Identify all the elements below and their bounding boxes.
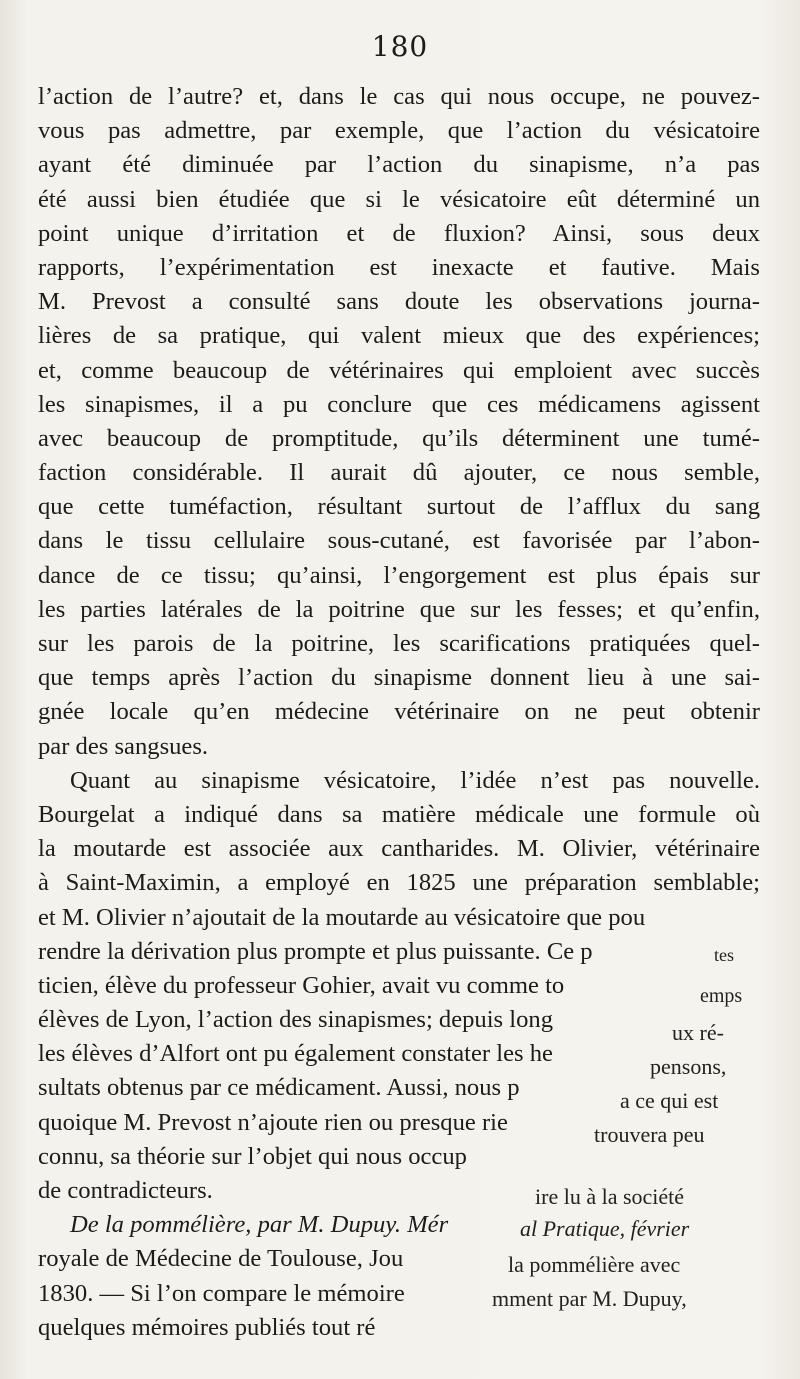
text-line: les élèves d’Alfort ont pu également constater les he — [38, 1040, 553, 1068]
text-line: que cette tuméfaction, résultant surtout de l’afflux du sang — [38, 493, 760, 521]
folded-corner-fragment: ux ré- — [672, 1020, 724, 1045]
text-line: été aussi bien étudiée que si le vésicatoire eût déterminé un — [38, 185, 760, 213]
folded-corner-fragment: emps — [700, 985, 743, 1007]
text-line: les parties latérales de la poitrine que sur les fesses; et qu’enfin, — [38, 595, 760, 623]
folded-corner-fragment: al Pratique, février — [520, 1216, 690, 1241]
text-line: que temps après l’action du sinapisme donnent lieu à une sai- — [38, 664, 760, 692]
text-line: vous pas admettre, par exemple, que l’action du vésicatoire — [38, 117, 760, 145]
text-line: rendre la dérivation plus prompte et plus puissante. Ce p — [38, 937, 593, 965]
text-line: 1830. — Si l’on compare le mémoire — [38, 1279, 405, 1307]
text-line: ayant été diminuée par l’action du sinapisme, n’a pas — [38, 151, 760, 179]
folded-corner-fragment: la pommélière avec — [508, 1252, 681, 1277]
text-line: dans le tissu cellulaire sous-cutané, est favorisée par l’abon- — [38, 527, 760, 555]
italic-text: De la pommélière, par M. Dupuy. Mér — [70, 1211, 449, 1239]
text-line: ticien, élève du professeur Gohier, avait vu comme to — [38, 971, 565, 999]
text-line: les sinapismes, il a pu conclure que ces médicamens agissent — [38, 390, 760, 418]
paragraph-start-line: Quant au sinapisme vésicatoire, l’idée n’est pas nouvelle. — [70, 766, 760, 794]
text-line: à Saint-Maximin, a employé en 1825 une préparation semblable; — [38, 869, 760, 897]
paragraph-end-line: de contradicteurs. — [38, 1177, 213, 1204]
text-line: et M. Olivier n’ajoutait de la moutarde au vésicatoire que pou — [38, 903, 646, 931]
folded-corner-fragment: a ce qui est — [620, 1088, 719, 1113]
folded-corner-fragment: pensons, — [650, 1054, 727, 1079]
text-line: quoique M. Prevost n’ajoute rien ou presque rie — [38, 1108, 508, 1136]
text-line: sultats obtenus par ce médicament. Aussi, nous p — [38, 1074, 520, 1102]
text-line: quelques mémoires publiés tout ré — [38, 1313, 376, 1341]
paragraph-end-line: par des sangsues. — [38, 732, 209, 760]
text-line: l’action de l’autre? et, dans le cas qui nous occupe, ne pouvez- — [38, 83, 760, 110]
text-line: connu, sa théorie sur l’objet qui nous occup — [38, 1142, 467, 1170]
text-line: dance de ce tissu; qu’ainsi, l’engorgement est plus épais sur — [38, 561, 760, 589]
text-line: rapports, l’expérimentation est inexacte et fautive. Mais — [38, 253, 760, 281]
text-line: M. Prevost a consulté sans doute les observations journa- — [38, 288, 760, 316]
folded-corner-fragment: mment par M. Dupuy, — [492, 1286, 687, 1311]
folded-corner-fragment: ire lu à la société — [535, 1184, 685, 1209]
folded-corner-fragment: tes — [714, 945, 734, 965]
text-line: Bourgelat a indiqué dans sa matière médicale une formule où — [38, 800, 760, 828]
text-line: gnée locale qu’en médecine vétérinaire on ne peut obtenir — [38, 698, 760, 726]
text-line: la moutarde est associée aux cantharides. M. Olivier, vétérinaire — [38, 835, 760, 863]
folded-corner-fragment: trouvera peu — [594, 1122, 705, 1147]
text-line: sur les parois de la poitrine, les scarifications pratiquées quel- — [38, 630, 760, 657]
text-line: élèves de Lyon, l’action des sinapismes; depuis long — [38, 1006, 554, 1034]
text-line: point unique d’irritation et de fluxion? Ainsi, sous deux — [38, 219, 760, 247]
text-line: avec beaucoup de promptitude, qu’ils déterminent une tumé- — [38, 424, 760, 452]
body-text — [38, 80, 760, 1345]
text-line: faction considérable. Il aurait dû ajouter, ce nous semble, — [38, 459, 760, 487]
text-line: et, comme beaucoup de vétérinaires qui emploient avec succès — [38, 356, 760, 384]
text-line: royale de Médecine de Toulouse, Jou — [38, 1245, 404, 1273]
page-number: 180 — [371, 30, 429, 63]
text-line: lières de sa pratique, qui valent mieux que des expériences; — [38, 322, 760, 350]
